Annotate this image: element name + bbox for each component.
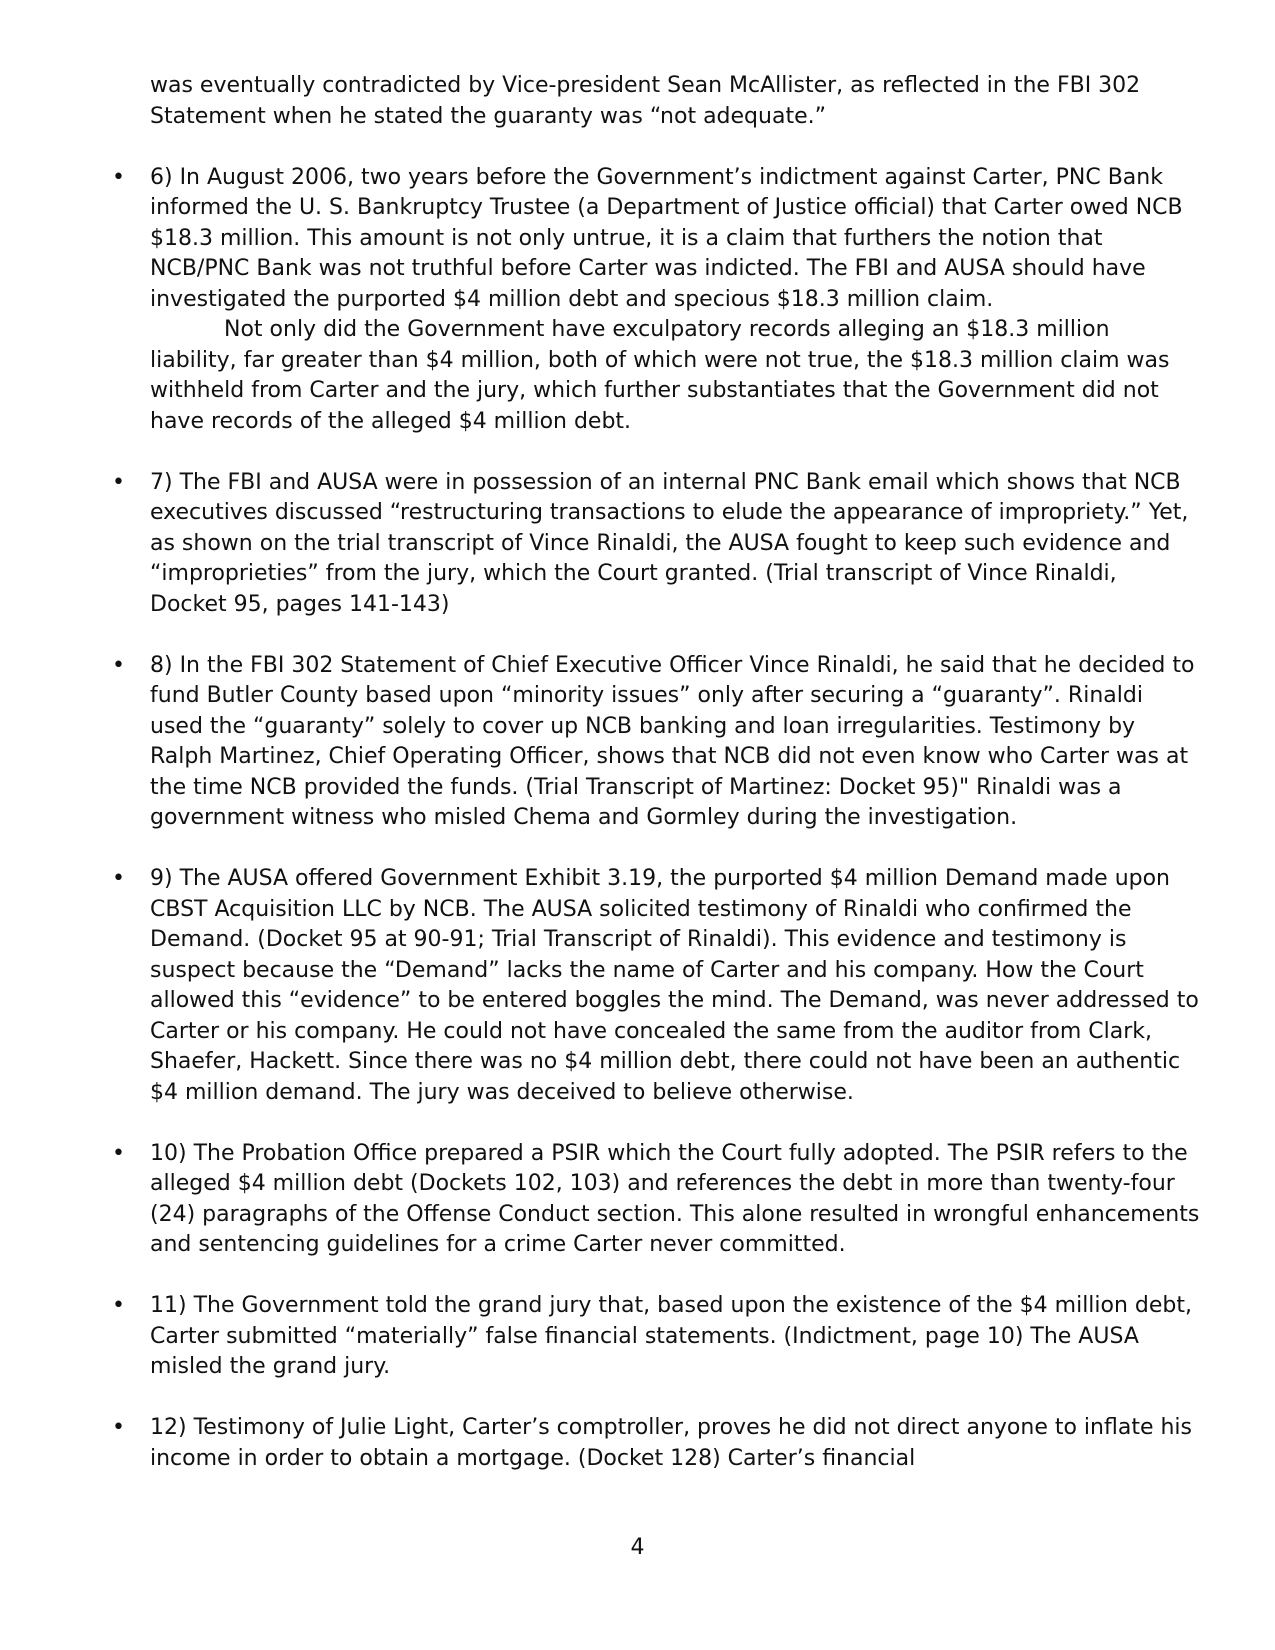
list-item-text: 11) The Government told the grand jury that, based upon the existence of the $4 million debt, Carter submitted “materially” false financial statements. (Indictment, page 10) The AUSA misled the grand jury. (150, 1293, 1193, 1379)
list-item-text: 6) In August 2006, two years before the Government’s indictment against Carter, PNC Bank informed the U. S. Bankruptcy Trustee (a Department of Justice official) that Carter owed NCB $18.3 million. This amount is not only untrue, it is a claim that furthers the notion that NCB/PNC Bank was not truthful before Carter was indicted. The FBI and AUSA should have investigated the purported $4 million debt and specious $18.3 million claim. (150, 164, 1183, 312)
list-item (112, 1291, 1200, 1383)
list-item (112, 1139, 1200, 1261)
bullet-icon: • (112, 866, 125, 891)
list-item (112, 468, 1200, 621)
intro-paragraph: was eventually contradicted by Vice-president Sean McAllister, as reflected in the FBI 302 Statement when he stated the guaranty was “not adequate.” (150, 73, 1141, 129)
bullet-icon: • (112, 164, 125, 190)
bullet-icon: • (112, 1293, 125, 1318)
bullet-icon: • (112, 1415, 125, 1440)
list-item (112, 1413, 1200, 1474)
bullet-icon: • (112, 652, 125, 678)
bullet-icon: • (112, 469, 125, 495)
document-body (112, 71, 1200, 1474)
list-item-continuation: Not only did the Government have exculpatory records alleging an $18.3 million liability, far greater than $4 million, both of which were not true, the $18.3 million claim was withheld from Carter and the jury, which further substantiates that the Government did not have records of the alleged $4 million debt. (150, 317, 1170, 434)
bullet-icon: • (112, 1140, 125, 1166)
list-item (112, 864, 1200, 1108)
page-number: 4 (630, 1535, 645, 1560)
list-item (112, 651, 1200, 834)
list-item-text: 10) The Probation Office prepared a PSIR which the Court fully adopted. The PSIR refers to the alleged $4 million debt (Dockets 102, 103) and references the debt in more than twenty-four (24) paragraphs of the Offense Conduct section. This alone resulted in wrongful enhancements and sentencing guidelines for a crime Carter never committed. (150, 1140, 1200, 1257)
list-item-text: 9) The AUSA offered Government Exhibit 3.19, the purported $4 million Demand made upon CBST Acquisition LLC by NCB. The AUSA solicited testimony of Rinaldi who confirmed the Demand. (Docket 95 at 90-91; Trial Transcript of Rinaldi). This evidence and testimony is suspect because the “Demand” lacks the name of Carter and his company. How the Court allowed this “evidence” to be entered boggles the mind. The Demand, was never addressed to Carter or his company. He could not have concealed the same from the auditor from Clark, Shaefer, Hackett. Since there was no $4 million debt, there could not have been an authentic $4 million demand. The jury was deceived to believe otherwise. (150, 866, 1199, 1105)
list-item-text: 7) The FBI and AUSA were in possession of an internal PNC Bank email which shows that NCB executives discussed “restructuring transactions to elude the appearance of impropriety.” Yet, as shown on the trial transcript of Vince Rinaldi, the AUSA fought to keep such evidence and “improprieties” from the jury, which the Court granted. (Trial transcript of Vince Rinaldi, Docket 95, pages 141-143) (150, 469, 1189, 617)
list-item-text: 12) Testimony of Julie Light, Carter’s comptroller, proves he did not direct anyone to inflate his income in order to obtain a mortgage. (Docket 128) Carter’s financial (150, 1415, 1192, 1471)
list-item-text: 8) In the FBI 302 Statement of Chief Executive Officer Vince Rinaldi, he said that he decided to fund Butler County based upon “minority issues” only after securing a “guaranty”. Rinaldi used the “guaranty” solely to cover up NCB banking and loan irregularities. Testimony by Ralph Martinez, Chief Operating Officer, shows that NCB did not even know who Carter was at the time NCB provided the funds. (Trial Transcript of Martinez: Docket 95)" Rinaldi was a government witness who misled Chema and Gormley during the investigation. (150, 652, 1195, 830)
list-item (112, 163, 1200, 438)
